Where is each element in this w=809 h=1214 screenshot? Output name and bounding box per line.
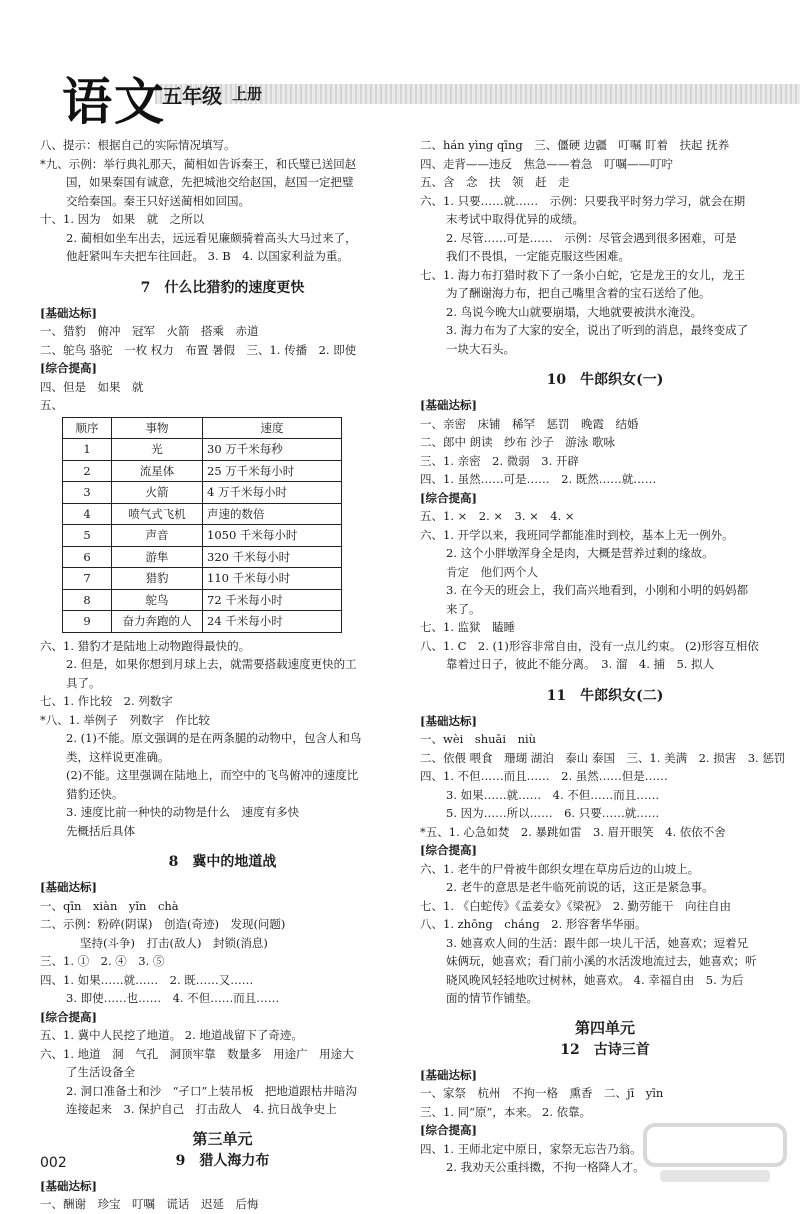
- table-row: [63, 525, 342, 547]
- text-line: 三、1. 亲密 2. 微弱 3. 开辟: [420, 453, 579, 468]
- text-line: 3. 在今天的班会上，我们高兴地看到，小刚和小明的妈妈都: [446, 583, 749, 597]
- text-line: 末考试中取得优异的成绩。: [446, 212, 584, 226]
- table-cell: 30 万千米每秒: [203, 439, 342, 461]
- text-line: 坚持(斗争) 打击(敌人) 封锁(消息): [80, 935, 268, 950]
- table-cell: 25 万千米每小时: [203, 460, 342, 482]
- text-line: 妹俩玩，她喜欢；看门前小溪的水活泼地流过去，她喜欢；听: [446, 954, 757, 968]
- speed-table: [62, 417, 342, 633]
- table-cell: 2: [63, 460, 112, 482]
- text-line: 六、1. 老牛的尸骨被牛郎织女埋在草房后边的山坡上。: [420, 861, 700, 876]
- table-cell: 喷气式飞机: [112, 503, 203, 525]
- text-line: 七、1. 海力布打猎时救下了一条小白蛇，它是龙王的女儿，龙王: [420, 267, 746, 282]
- text-line: 五、1. 冀中人民挖了地道。 2. 地道战留下了奇迹。: [40, 1028, 303, 1042]
- text-line: 五、1. × 2. × 3. × 4. ×: [420, 509, 575, 523]
- table-cell: 9: [63, 611, 112, 633]
- table-cell: 声音: [112, 525, 203, 547]
- text-line: 靠着过日子，彼此不能分离。 3. 溜 4. 捕 5. 拟人: [446, 657, 715, 671]
- text-line: 四、但是 如果 就: [40, 379, 144, 394]
- text-line: 五、: [40, 398, 63, 412]
- table-cell: 3: [63, 482, 112, 504]
- text-line: 面的情节作铺垫。: [446, 991, 538, 1005]
- section-tag: [综合提高]: [420, 490, 477, 505]
- section-tag: [基础达标]: [40, 305, 97, 320]
- table-cell: 72 千米每小时: [203, 589, 342, 611]
- table-cell: 奋力奔跑的人: [112, 611, 203, 633]
- section-tag: [基础达标]: [40, 1178, 97, 1193]
- text-line: 2. 尽管……可是…… 示例：尽管会遇到很多困难，可是: [446, 230, 737, 245]
- table-row: [63, 568, 342, 590]
- section-tag: [基础达标]: [420, 398, 477, 412]
- text-line: 类，这样说更准确。: [66, 749, 170, 764]
- table-cell: 24 千米每小时: [203, 611, 342, 633]
- table-cell: 7: [63, 568, 112, 590]
- section-title: 10 牛郎织女(一): [546, 372, 664, 388]
- text-line: 八、1. zhōng cháng 2. 形容奢华华丽。: [420, 917, 647, 931]
- text-line: 四、1. 如果……就…… 2. 既……又……: [40, 972, 254, 987]
- table-row: [63, 460, 342, 482]
- text-line: 一、猎豹 俯冲 冠军 火箭 搭乘 赤道: [40, 324, 259, 338]
- table-row: [63, 439, 342, 461]
- text-line: 六、1. 地道 洞 气孔 洞顶牢靠 数量多 用途广 用途大: [40, 1046, 354, 1061]
- left-column: [40, 136, 405, 1214]
- table-cell: 鸵鸟: [112, 589, 203, 611]
- text-line: 七、1. 《白蛇传》《孟姜女》《梁祝》 2. 勤劳能干 向往自由: [420, 898, 732, 913]
- text-line: 六、1. 开学以来，我班同学都能准时到校，基本上无一例外。: [420, 527, 734, 542]
- table-header-row: [63, 417, 342, 439]
- text-line: 一、亲密 床铺 稀罕 惩罚 晚霞 结婚: [420, 416, 639, 431]
- unit-title: 第四单元: [574, 1018, 635, 1037]
- table-cell: 4: [63, 503, 112, 525]
- table-cell: 320 千米每小时: [203, 546, 342, 568]
- text-line: 二、示例：粉碎(阴谋) 创造(奇迹) 发现(问题): [40, 917, 286, 931]
- table-header-cell: 事物: [112, 417, 203, 439]
- text-line: 七、1. 监狱 瞌睡: [420, 620, 516, 634]
- text-line: 了生活设备全: [66, 1065, 135, 1079]
- section-title: 7 什么比猎豹的速度更快: [140, 279, 305, 296]
- text-line: 四、走背——违反 焦急——着急 叮嘱——叮咛: [420, 156, 673, 171]
- text-line: 三、1. 同“原”，本来。 2. 依靠。: [420, 1104, 592, 1119]
- section-tag: [基础达标]: [420, 713, 477, 728]
- section-tag: [综合提高]: [40, 361, 97, 375]
- unit-title: 第三单元: [192, 1129, 253, 1148]
- text-line: 2. 鸟说今晚大山就要崩塌，大地就要被洪水淹没。: [446, 304, 703, 319]
- volume-label: 上册: [232, 85, 263, 103]
- table-row: [63, 589, 342, 611]
- table-cell: 声速的数倍: [203, 503, 342, 525]
- text-line: 先概括后具体: [66, 823, 135, 838]
- right-column: [420, 136, 790, 1177]
- text-line: 六、1. 猎豹才是陆地上动物跑得最快的。: [40, 638, 251, 653]
- table-header-cell: 顺序: [63, 417, 112, 439]
- table-cell: 猎豹: [112, 568, 203, 590]
- text-line: 四、1. 王师北定中原日，家祭无忘告乃翁。: [420, 1141, 642, 1156]
- text-line: 来了。: [446, 601, 481, 616]
- text-line: (2)不能。这里强调在陆地上，而空中的飞鸟俯冲的速度比: [66, 768, 359, 782]
- page-header: [0, 60, 809, 131]
- text-line: 八、提示：根据自己的实际情况填写。: [40, 138, 236, 152]
- text-line: 一、qīn xiàn yǐn chà: [40, 898, 179, 913]
- text-line: 二、依偎 喂食 珊瑚 湖泊 泰山 泰国 三、1. 美满 2. 损害 3. 惩罚: [420, 750, 786, 765]
- text-line: 一、wèi shuāi niù: [420, 732, 537, 746]
- text-line: 国，如果秦国有诚意，先把城池交给赵国，赵国一定把璧: [66, 175, 354, 189]
- text-line: 为了酬谢海力布，把自己嘴里含着的宝石送给了他。: [446, 286, 711, 300]
- table-cell: 110 千米每小时: [203, 568, 342, 590]
- table-cell: 火箭: [112, 482, 203, 504]
- text-line: *八、1. 举例子 列数字 作比较: [40, 712, 210, 727]
- text-line: 三、1. ① 2. ④ 3. ⑤: [40, 954, 165, 968]
- section-tag: [基础达标]: [40, 880, 97, 894]
- table-header-cell: 速度: [203, 417, 342, 439]
- table-cell: 4 万千米每小时: [203, 482, 342, 504]
- text-line: 2. 但是，如果你想到月球上去，就需要搭载速度更快的工: [66, 657, 357, 671]
- text-line: 2. 洞口准备土和沙 “孑口”上装吊板 把地道跟枯井暗沟: [66, 1083, 357, 1098]
- table-cell: 8: [63, 589, 112, 611]
- text-line: 2. (1)不能。原文强调的是在两条腿的动物中，包含人和鸟: [66, 731, 362, 745]
- table-row: [63, 482, 342, 504]
- text-line: 五、含 念 扶 领 赶 走: [420, 175, 570, 189]
- table-row: [63, 503, 342, 525]
- text-line: 5. 因为……所以…… 6. 只要……就……: [446, 806, 660, 820]
- grade-label: 五年级: [162, 84, 222, 108]
- text-line: 四、1. 不但……而且…… 2. 虽然……但是……: [420, 769, 668, 783]
- text-line: 一、家祭 杭州 不拘一格 熏香 二、jī yīn: [420, 1086, 664, 1100]
- text-line: 3. 速度比前一种快的动物是什么 速度有多快: [66, 805, 300, 819]
- text-line: 2. 这个小胖墩浑身全是肉，大概是营养过剩的缘故。: [446, 546, 714, 560]
- text-line: 一、酬谢 珍宝 叮嘱 谎话 迟延 后悔: [40, 1197, 259, 1211]
- table-cell: 游隼: [112, 546, 203, 568]
- table-cell: 6: [63, 546, 112, 568]
- table-cell: 光: [112, 439, 203, 461]
- text-line: 七、1. 作比较 2. 列数字: [40, 694, 173, 708]
- text-line: 八、1. C 2. (1)形容非常自由，没有一点儿约束。 (2)形容互相依: [420, 638, 759, 653]
- text-line: 3. 海力布为了大家的安全，说出了听到的消息，最终变成了: [446, 323, 749, 337]
- text-line: 二、郎中 朗读 纱布 沙子 游泳 歌咏: [420, 435, 615, 449]
- section-title: 9 猎人海力布: [175, 1152, 270, 1169]
- text-line: 连接起来 3. 保护自己 打击敌人 4. 抗日战争史上: [66, 1102, 337, 1116]
- section-title: 8 冀中的地道战: [168, 854, 277, 870]
- text-line: 3. 她喜欢人间的生活：跟牛郎一块儿干活，她喜欢；逗着兄: [446, 935, 749, 950]
- subject-title: 语文: [62, 73, 166, 131]
- text-line: 晓风晚风轻轻地吹过树林，她喜欢。 4. 幸福自由 5. 为后: [446, 972, 744, 987]
- text-line: 2. 老牛的意思是老牛临死前说的话，这正是紧急事。: [446, 880, 714, 894]
- table-row: [63, 611, 342, 633]
- text-line: 他赶紧叫车夫把车往回赶。 3. B 4. 以国家利益为重。: [66, 249, 349, 263]
- section-title: 12 古诗三首: [560, 1041, 650, 1058]
- section-title: 11 牛郎织女(二): [546, 687, 664, 704]
- text-line: 2. 蔺相如坐车出去，远远看见廉颇骑着高头大马过来了，: [66, 230, 357, 245]
- table-cell: 1: [63, 439, 112, 461]
- text-line: 猎豹还快。: [66, 786, 124, 801]
- text-line: 3. 即使……也…… 4. 不但……而且……: [66, 991, 280, 1005]
- text-line: 十、1. 因为 如果 就 之所以: [40, 212, 205, 226]
- page-number: 002: [40, 1155, 67, 1171]
- table-cell: 1050 千米每小时: [203, 525, 342, 547]
- text-line: 肯定 他们两个人: [446, 564, 538, 579]
- text-line: 二、hán yìng qīng 三、僵硬 边疆 叮嘱 盯着 扶起 抚养: [420, 138, 730, 152]
- section-tag: [基础达标]: [420, 1067, 477, 1082]
- text-line: 二、鸵鸟 骆驼 一枚 权力 布置 暑假 三、1. 传播 2. 即使: [40, 342, 357, 357]
- text-line: 2. 我劝天公重抖擞，不拘一格降人才。: [446, 1160, 645, 1174]
- watermark-logo: [640, 1120, 790, 1190]
- table-row: [63, 546, 342, 568]
- text-line: *九、示例：举行典礼那天，蔺相如告诉秦王，和氏璧已送回赵: [40, 156, 357, 171]
- section-tag: [综合提高]: [420, 843, 477, 857]
- table-cell: 5: [63, 525, 112, 547]
- text-line: 交给秦国。秦王只好送蔺相如回国。: [66, 193, 250, 208]
- text-line: 一块大石头。: [446, 341, 515, 356]
- section-tag: [综合提高]: [420, 1123, 477, 1137]
- text-line: 六、1. 只要……就…… 示例：只要我平时努力学习，就会在期: [420, 193, 746, 208]
- text-line: 具了。: [66, 675, 101, 690]
- section-tag: [综合提高]: [40, 1009, 97, 1024]
- text-line: 四、1. 虽然……可是…… 2. 既然……就……: [420, 472, 657, 486]
- text-line: 我们不畏惧，一定能克服这些困难。: [446, 249, 630, 263]
- text-line: *五、1. 心急如焚 2. 暴跳如雷 3. 眉开眼笑 4. 依依不舍: [420, 824, 726, 839]
- text-line: 3. 如果……就…… 4. 不但……而且……: [446, 787, 660, 802]
- table-cell: 流星体: [112, 460, 203, 482]
